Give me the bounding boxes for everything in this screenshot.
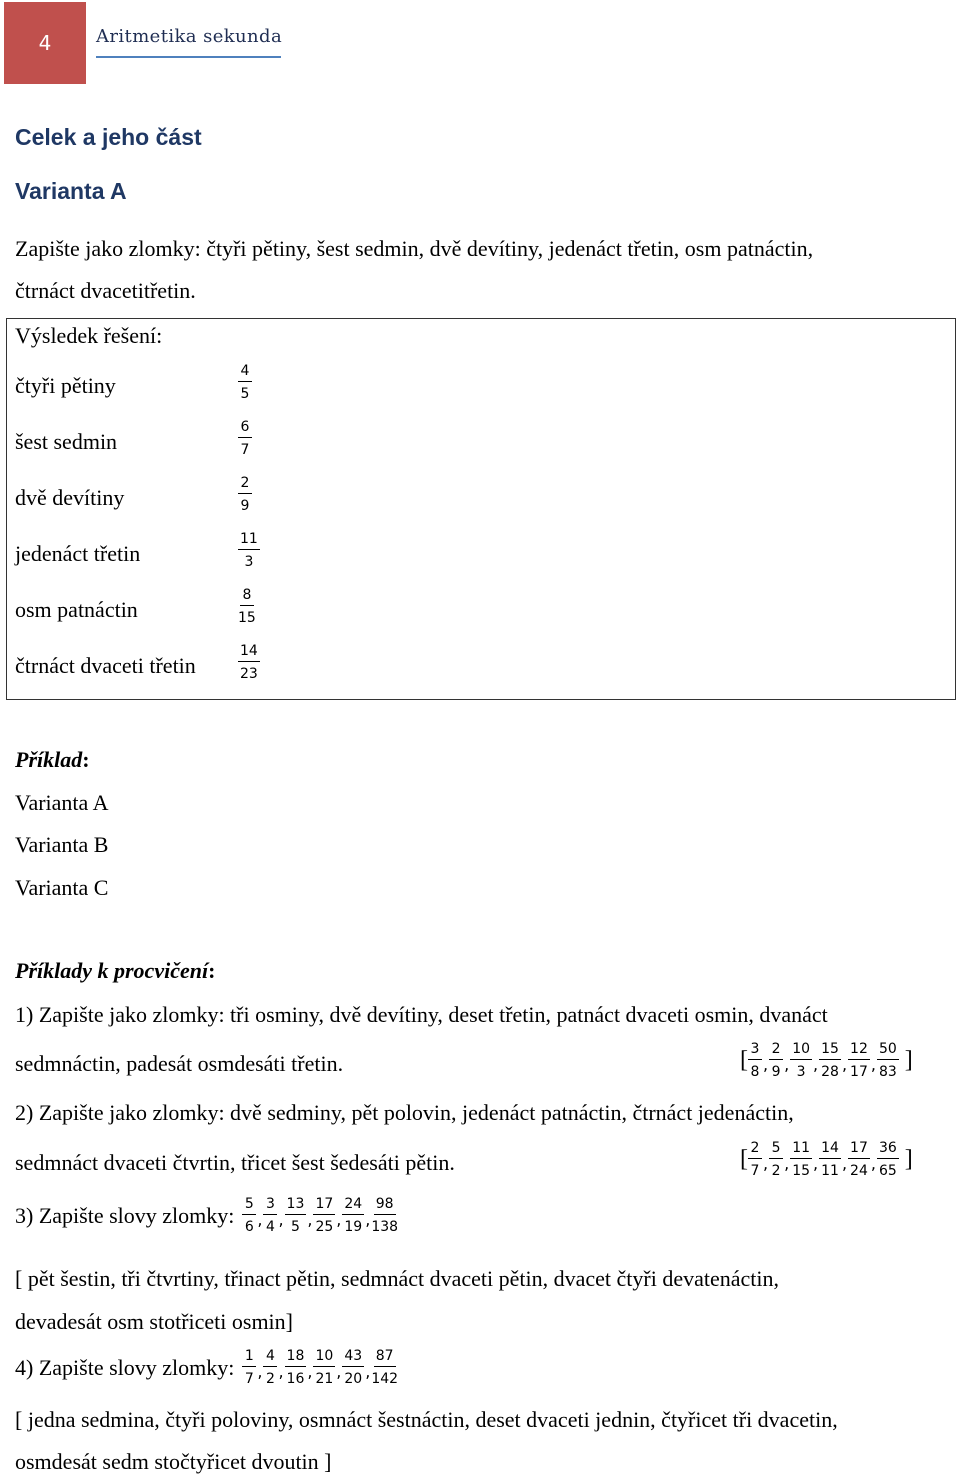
numerator: 4 bbox=[238, 363, 252, 382]
bracket-open: [ bbox=[740, 1047, 748, 1073]
solution-row-text: jedenáct třetin bbox=[15, 541, 141, 566]
exercise-4-answer-line-1: [ jedna sedmina, čtyři poloviny, osmnáct šestnáctin, deset dvaceti jednin, čtyřicet tři dvacetin, bbox=[15, 1407, 838, 1432]
page-number: 4 bbox=[38, 31, 52, 55]
comma: , bbox=[784, 1055, 790, 1074]
denominator: 15 bbox=[238, 610, 256, 626]
bracket-open: [ bbox=[740, 1146, 748, 1172]
exercise-2-line-2: sedmnáct dvaceti čtvrtin, třicet šest šedesáti pětin. bbox=[15, 1150, 455, 1175]
denominator: 15 bbox=[792, 1163, 811, 1179]
denominator: 23 bbox=[240, 666, 258, 682]
denominator: 142 bbox=[371, 1371, 399, 1387]
numerator: 18 bbox=[285, 1348, 307, 1367]
example-label: Příklad bbox=[15, 747, 83, 772]
comma: , bbox=[336, 1362, 342, 1381]
exercise-3-prefix: 3) Zapište slovy zlomky: bbox=[15, 1202, 235, 1228]
denominator: 21 bbox=[315, 1371, 334, 1387]
numerator: 10 bbox=[790, 1041, 812, 1060]
comma: , bbox=[784, 1154, 790, 1173]
numerator: 10 bbox=[313, 1348, 335, 1367]
solution-box bbox=[6, 318, 956, 700]
numerator: 24 bbox=[342, 1196, 364, 1215]
solution-fraction bbox=[238, 475, 252, 514]
denominator: 3 bbox=[796, 1064, 806, 1080]
chapter-title: Aritmetika sekunda bbox=[96, 26, 283, 47]
comma: , bbox=[870, 1055, 876, 1074]
denominator: 7 bbox=[750, 1163, 760, 1179]
comma: , bbox=[870, 1154, 876, 1173]
denominator: 5 bbox=[291, 1219, 300, 1235]
numerator: 1 bbox=[242, 1348, 256, 1367]
numerator: 11 bbox=[790, 1140, 812, 1159]
numerator: 8 bbox=[240, 587, 254, 606]
numerator: 87 bbox=[374, 1348, 396, 1367]
denominator: 19 bbox=[344, 1219, 363, 1235]
exercise-4-answer-line-2: osmdesát sedm stočtyřicet dvoutin ] bbox=[15, 1449, 332, 1474]
exercise-3 bbox=[15, 1196, 398, 1235]
numerator: 11 bbox=[238, 531, 260, 550]
example-variant-b: Varianta B bbox=[15, 832, 109, 857]
numerator: 12 bbox=[848, 1041, 870, 1060]
task-line-2: čtrnáct dvacetitřetin. bbox=[15, 278, 196, 303]
numerator: 6 bbox=[238, 419, 252, 438]
example-variant-c: Varianta C bbox=[15, 875, 109, 900]
exercise-3-answer-line-1: [ pět šestin, tři čtvrtiny, třinact pětin, sedmnáct dvaceti pětin, dvacet čtyři devatenáctin, bbox=[15, 1266, 780, 1291]
exercise-1-line-1: 1) Zapište jako zlomky: tři osminy, dvě devítiny, deset třetin, patnáct dvaceti osmin, dvanáct bbox=[15, 1002, 828, 1027]
denominator: 25 bbox=[315, 1219, 334, 1235]
comma: , bbox=[813, 1055, 819, 1074]
denominator: 3 bbox=[244, 554, 254, 570]
numerator: 15 bbox=[819, 1041, 841, 1060]
comma: , bbox=[365, 1210, 371, 1229]
comma: , bbox=[257, 1210, 263, 1229]
comma: , bbox=[813, 1154, 819, 1173]
numerator: 5 bbox=[242, 1196, 256, 1215]
practice-heading bbox=[15, 958, 215, 984]
page-number-badge bbox=[4, 2, 86, 84]
denominator: 65 bbox=[878, 1163, 897, 1179]
denominator: 17 bbox=[850, 1064, 868, 1080]
numerator: 17 bbox=[313, 1196, 335, 1215]
variant-heading: Varianta A bbox=[15, 178, 127, 204]
solution-row-text: šest sedmin bbox=[15, 429, 118, 454]
comma: , bbox=[336, 1210, 342, 1229]
solution-row-text: osm patnáctin bbox=[15, 597, 138, 622]
numerator: 4 bbox=[263, 1348, 277, 1367]
numerator: 43 bbox=[342, 1348, 364, 1367]
solution-label: Výsledek řešení: bbox=[15, 323, 163, 348]
comma: , bbox=[365, 1362, 371, 1381]
denominator: 6 bbox=[244, 1219, 254, 1235]
numerator: 50 bbox=[877, 1041, 899, 1060]
exercise-1-line-2: sedmnáctin, padesát osmdesáti třetin. bbox=[15, 1051, 344, 1076]
exercise-3-answer-line-2: devadesát osm stotřiceti osmin] bbox=[15, 1309, 293, 1334]
practice-colon: : bbox=[208, 958, 216, 983]
denominator: 11 bbox=[821, 1163, 839, 1179]
solution-fraction bbox=[238, 587, 256, 626]
denominator: 16 bbox=[286, 1371, 305, 1387]
denominator: 7 bbox=[240, 442, 250, 458]
denominator: 20 bbox=[344, 1371, 363, 1387]
denominator: 24 bbox=[850, 1163, 868, 1179]
numerator: 36 bbox=[877, 1140, 899, 1159]
numerator: 98 bbox=[374, 1196, 396, 1215]
comma: , bbox=[278, 1362, 284, 1381]
denominator: 28 bbox=[821, 1064, 839, 1080]
denominator: 138 bbox=[371, 1219, 399, 1235]
solution-row-text: čtrnáct dvaceti třetin bbox=[15, 653, 196, 678]
chapter-underline bbox=[96, 56, 281, 58]
denominator: 9 bbox=[240, 498, 250, 514]
bracket-close: ] bbox=[904, 1047, 913, 1073]
denominator: 8 bbox=[750, 1064, 760, 1080]
solution-fraction bbox=[238, 363, 252, 402]
numerator: 2 bbox=[748, 1140, 762, 1159]
denominator: 2 bbox=[771, 1163, 781, 1179]
exercise-2-answer bbox=[740, 1140, 913, 1179]
numerator: 5 bbox=[769, 1140, 783, 1159]
denominator: 83 bbox=[878, 1064, 897, 1080]
example-variant-a: Varianta A bbox=[15, 790, 109, 815]
comma: , bbox=[841, 1154, 848, 1173]
comma: , bbox=[841, 1055, 848, 1074]
solution-fraction bbox=[238, 643, 260, 682]
section-title: Celek a jeho část bbox=[15, 124, 202, 150]
numerator: 3 bbox=[263, 1196, 277, 1215]
bracket-close: ] bbox=[904, 1146, 913, 1172]
denominator: 4 bbox=[265, 1219, 275, 1235]
numerator: 14 bbox=[819, 1140, 841, 1159]
task-line-1: Zapište jako zlomky: čtyři pětiny, šest sedmin, dvě devítiny, jedenáct třetin, osm patnáctin, bbox=[15, 236, 814, 261]
denominator: 2 bbox=[265, 1371, 275, 1387]
exercise-2-line-1: 2) Zapište jako zlomky: dvě sedminy, pět polovin, jedenáct patnáctin, čtrnáct jedenáctin, bbox=[15, 1100, 794, 1125]
exercise-1-answer bbox=[740, 1041, 913, 1080]
numerator: 2 bbox=[769, 1041, 783, 1060]
denominator: 9 bbox=[771, 1064, 781, 1080]
comma: , bbox=[763, 1055, 769, 1074]
numerator: 17 bbox=[848, 1140, 870, 1159]
comma: , bbox=[307, 1210, 313, 1229]
comma: , bbox=[763, 1154, 769, 1173]
comma: , bbox=[257, 1362, 263, 1381]
example-heading bbox=[15, 747, 90, 773]
solution-row-text: dvě devítiny bbox=[15, 485, 125, 510]
example-colon: : bbox=[82, 747, 90, 772]
numerator: 14 bbox=[238, 643, 260, 662]
practice-label: Příklady k procvičení bbox=[15, 958, 209, 983]
comma: , bbox=[307, 1362, 313, 1381]
numerator: 13 bbox=[285, 1196, 307, 1215]
solution-fraction bbox=[238, 419, 252, 458]
solution-fraction bbox=[238, 531, 260, 570]
exercise-4-prefix: 4) Zapište slovy zlomky: bbox=[15, 1354, 235, 1380]
comma: , bbox=[278, 1210, 284, 1229]
numerator: 2 bbox=[238, 475, 252, 494]
exercise-4 bbox=[15, 1348, 398, 1387]
solution-row-text: čtyři pětiny bbox=[15, 373, 116, 398]
denominator: 5 bbox=[240, 386, 250, 402]
numerator: 3 bbox=[748, 1041, 762, 1060]
denominator: 7 bbox=[244, 1371, 254, 1387]
